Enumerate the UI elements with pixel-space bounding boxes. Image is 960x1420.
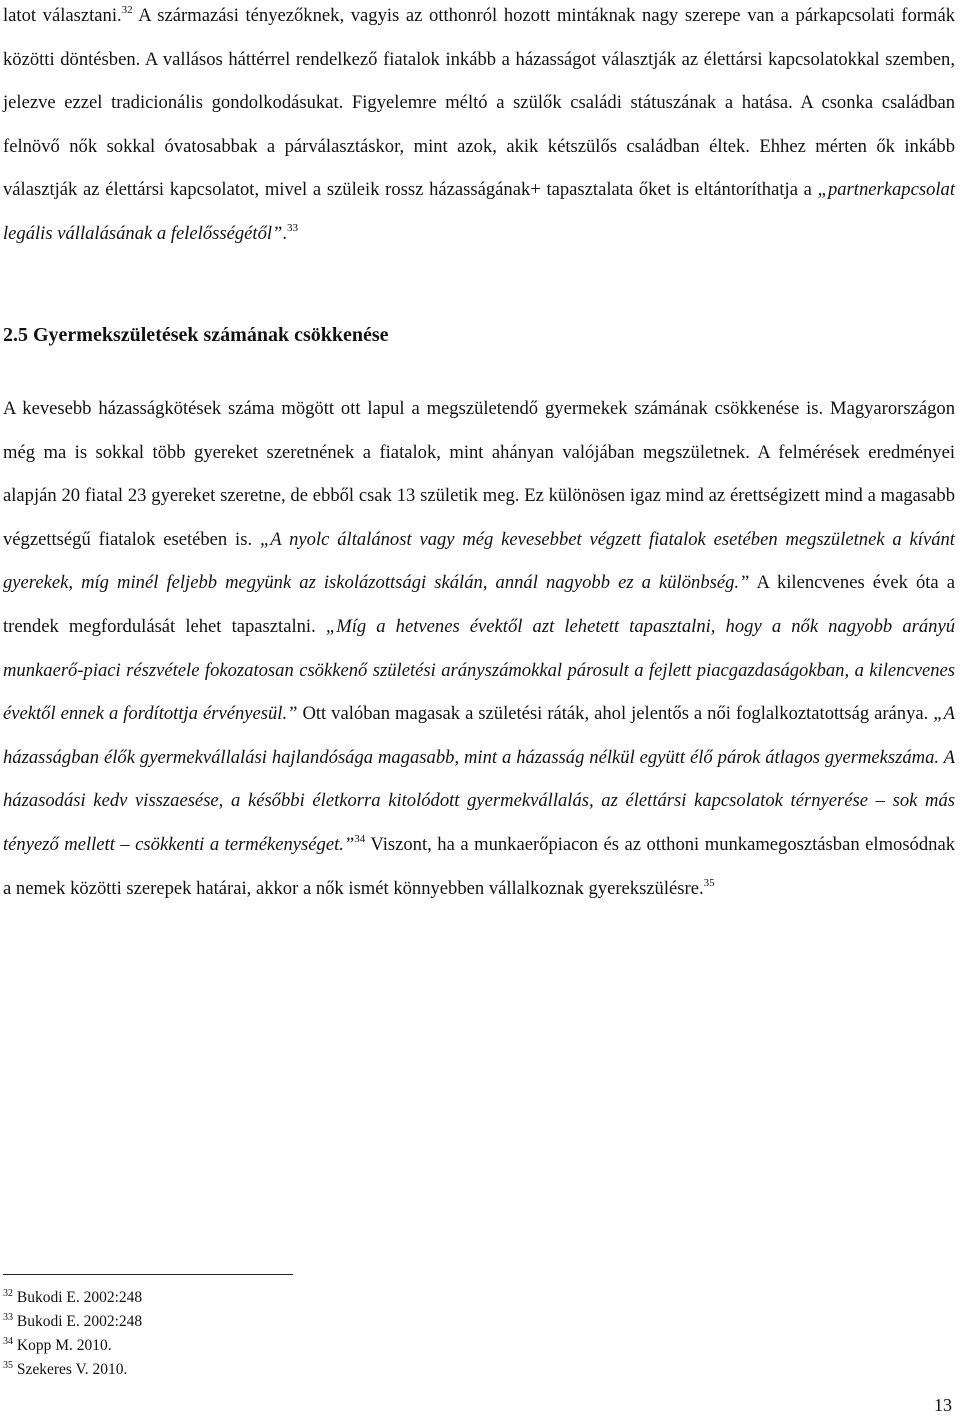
- paragraph-text: A kilencvenes évek óta a trendek megfordulását lehet tapasztalni.: [3, 572, 956, 637]
- footnote-text: Szekeres V. 2010.: [13, 1361, 128, 1378]
- footnote-text: Kopp M. 2010.: [13, 1337, 112, 1354]
- footnote-list: [3, 1286, 142, 1382]
- footnote-number: 32: [3, 1288, 13, 1299]
- footnote-number: 35: [3, 1360, 13, 1371]
- section-heading: 2.5 Gyermekszületések számának csökkenése: [3, 324, 389, 346]
- footnote-number: 34: [3, 1336, 13, 1347]
- paragraph-text: .: [282, 222, 288, 244]
- body-paragraph: [3, 387, 955, 910]
- footnote-reference[interactable]: 32: [121, 4, 133, 16]
- paragraph-text: Ott valóban magasak a születési ráták, ahol jelentős a női foglalkoztatottság aránya.: [297, 703, 934, 725]
- footnote-text: Bukodi E. 2002:248: [13, 1313, 143, 1330]
- quotation: „partnerkapcsolat legális vállalásának a felelősségétől”: [3, 179, 955, 244]
- footnote-reference[interactable]: 33: [287, 221, 299, 234]
- footnote-item: [3, 1286, 142, 1310]
- footnote-item: [3, 1334, 142, 1358]
- footnote-item: [3, 1358, 142, 1382]
- footnote-text: Bukodi E. 2002:248: [13, 1289, 143, 1306]
- paragraph-text: Viszont, ha a munkaerőpiacon és az otthoni munkamegosztásban elmosódnak a nemek közötti szerepek határai, akkor a nők ismét könnyebben vállalkoznak gyerekszülésre.: [3, 833, 956, 899]
- body-paragraph: [3, 0, 955, 256]
- footnote-reference[interactable]: 35: [703, 876, 715, 889]
- quotation: „A nyolc általánost vagy még kevesebbet végzett fiatalok esetében megszületnek a kívánt gyerekek, míg minél feljebb megyünk az iskolázottsági skálán, annál nagyobb ez a különbség.”: [3, 528, 955, 594]
- quotation: „Míg a hetvenes évektől azt lehetett tapasztalni, hogy a nők nagyobb arányú munkaerő-piaci részvétele fokozatosan csökkenő születési arányszámokkal párosult a fejlett piacgazdaságokban, a kilencvenes évektől ennek a fordítottja érvényesül.”: [3, 615, 955, 725]
- page-number: 13: [934, 1395, 952, 1415]
- paragraph-text: A kevesebb házasságkötések száma mögött ott lapul a megszületendő gyermekek számának csökkenése is. Magyarországon még ma is sokkal több gyereket szeretnének a fiatalok, mint ahányan valójában megszületnek. A felmérések eredményei alapján 20 fiatal 23 gyereket szeretne, de ebből csak 13 születik meg. Ez különösen igaz mind az érettségizett mind a magasabb végzettségű fiatalok esetében is.: [3, 398, 955, 550]
- footnote-reference[interactable]: 34: [354, 832, 366, 845]
- paragraph-text: latot választani.: [3, 5, 122, 26]
- footnote-separator: [3, 1274, 293, 1275]
- quotation: „A házasságban élők gyermekvállalási hajlandósága magasabb, mint a házasság nélkül együtt élő párok átlagos gyermekszáma. A házasodási kedv visszaesése, a későbbi életkorra kitolódott gyermekvállalás, az élettársi kapcsolatok térnyerése – sok más tényező mellett – csökkenti a termékenységet.”: [3, 703, 955, 855]
- footnote-number: 33: [3, 1312, 13, 1323]
- paragraph-text: A származási tényezőknek, vagyis az otthonról hozott mintáknak nagy szerepe van a párkapcsolati formák közötti döntésben. A vallásos háttérrel rendelkező fiatalok inkább a házasságot választják az élettársi kapcsolatokkal szemben, jelezve ezzel tradicionális gondolkodásukat. Figyelemre méltó a szülők családi státuszának a hatása. A csonka családban felnövő nők sokkal óvatosabbak a párválasztáskor, mint azok, akik kétszülős családban éltek. Ehhez mérten ők inkább választják az élettársi kapcsolatot, mivel a szüleik rossz házasságának+ tapasztalata őket is eltántoríthatja a: [3, 5, 955, 201]
- footnote-item: [3, 1310, 142, 1334]
